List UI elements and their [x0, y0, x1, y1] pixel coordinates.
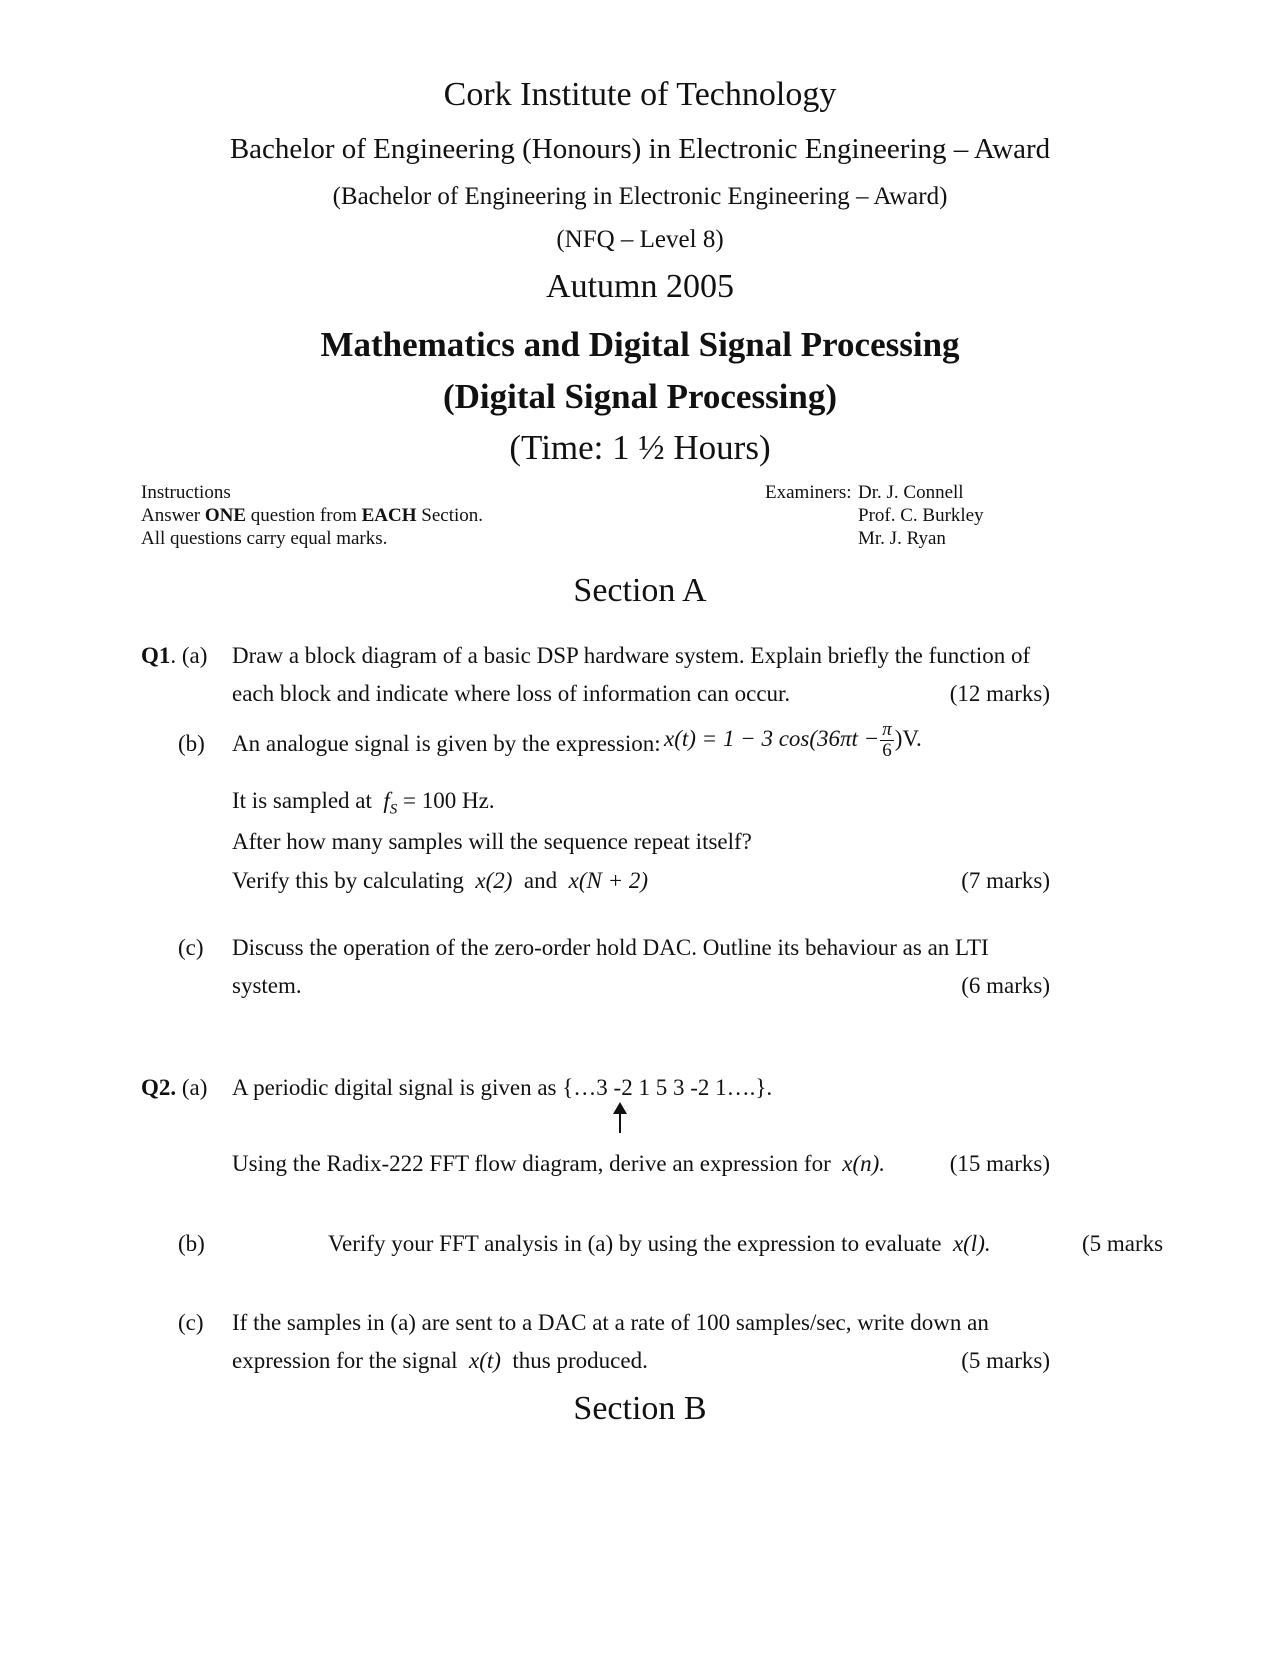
q1a-text-line-1: Draw a block diagram of a basic DSP hardware system. Explain briefly the function of — [232, 643, 1031, 668]
examiner-name: Prof. C. Burkley — [858, 505, 984, 526]
instructions-line-2: All questions carry equal marks. — [141, 528, 388, 549]
pi-over-six-fraction: $\frac{\pi}{6}$ — [882, 719, 892, 761]
award-title: Bachelor of Engineering (Honours) in Electronic Engineering – Award — [229, 133, 1051, 165]
q1b-marks: (7 marks) — [961, 868, 1050, 893]
award-alt-title: (Bachelor of Engineering in Electronic Engineering – Award) — [332, 183, 948, 210]
section-a-heading: Section A — [573, 572, 707, 609]
examiner-name: Dr. J. Connell — [858, 482, 964, 503]
q2a-text-line-2: Using the Radix-222 FFT flow diagram, derive an expression for x(n). — [232, 1151, 886, 1176]
q1b-equation-lhs: x(t) = 1 − 3 cos(36πt − — [664, 725, 880, 751]
q2b-part: (b) — [178, 1231, 205, 1256]
q1a-marks: (12 marks) — [949, 681, 1050, 706]
q2-label: Q2. (a) — [141, 1075, 208, 1100]
q1b-part: (b) — [178, 731, 205, 756]
q1b-question-line: After how many samples will the sequence repeat itself? — [232, 829, 752, 854]
q2c-part: (c) — [178, 1310, 204, 1335]
q1b-sampling-line: It is sampled at $f_S = 100$ Hz. — [232, 788, 495, 818]
session: Autumn 2005 — [546, 268, 734, 305]
q1c-text-line-1: Discuss the operation of the zero-order hold DAC. Outline its behaviour as an LTI — [232, 935, 989, 960]
q1b-verify-line: Verify this by calculating x(2) and x(N + 2) — [232, 868, 648, 893]
nfq-level: (NFQ – Level 8) — [556, 226, 724, 253]
q2a-marks: (15 marks) — [949, 1151, 1050, 1176]
q1-label: Q1. (a) — [141, 643, 208, 668]
q1a-text-line-2: each block and indicate where loss of information can occur. — [232, 681, 791, 706]
exam-duration: (Time: 1 ½ Hours) — [509, 428, 771, 467]
section-b-heading: Section B — [573, 1390, 707, 1427]
subject-subtitle: (Digital Signal Processing) — [442, 377, 838, 416]
q1c-marks: (6 marks) — [961, 973, 1050, 998]
examiner-name: Mr. J. Ryan — [858, 528, 946, 549]
q2c-text-line-1: If the samples in (a) are sent to a DAC at a rate of 100 samples/sec, write down an — [232, 1310, 989, 1335]
q1b-intro: An analogue signal is given by the expression: — [232, 731, 661, 756]
q2b-text: Verify your FFT analysis in (a) by using the expression to evaluate x(l). — [328, 1231, 991, 1256]
q2b-marks: (5 marks — [1082, 1231, 1164, 1256]
q1c-text-line-2: system. — [232, 973, 302, 998]
q1b-equation-rhs: )V. — [894, 725, 922, 751]
instructions-block — [141, 481, 483, 550]
examiners-label: Examiners: — [765, 482, 852, 503]
q1b-equation — [664, 720, 922, 761]
institution-title: Cork Institute of Technology — [443, 76, 837, 113]
q1c-part: (c) — [178, 935, 204, 960]
examiners-names — [858, 481, 984, 550]
q2a-text-line-1: A periodic digital signal is given as {…3 -2 1 5 3 -2 1….}. — [232, 1075, 773, 1100]
subject-title: Mathematics and Digital Signal Processing — [320, 325, 960, 364]
instructions-title: Instructions — [141, 482, 231, 503]
sample-index-arrow-icon — [612, 1102, 628, 1134]
q2c-text-line-2: expression for the signal x(t) thus produced. — [232, 1348, 648, 1373]
q2c-marks: (5 marks) — [961, 1348, 1050, 1373]
instructions-line-1: Answer ONE question from EACH Section. — [141, 505, 484, 526]
